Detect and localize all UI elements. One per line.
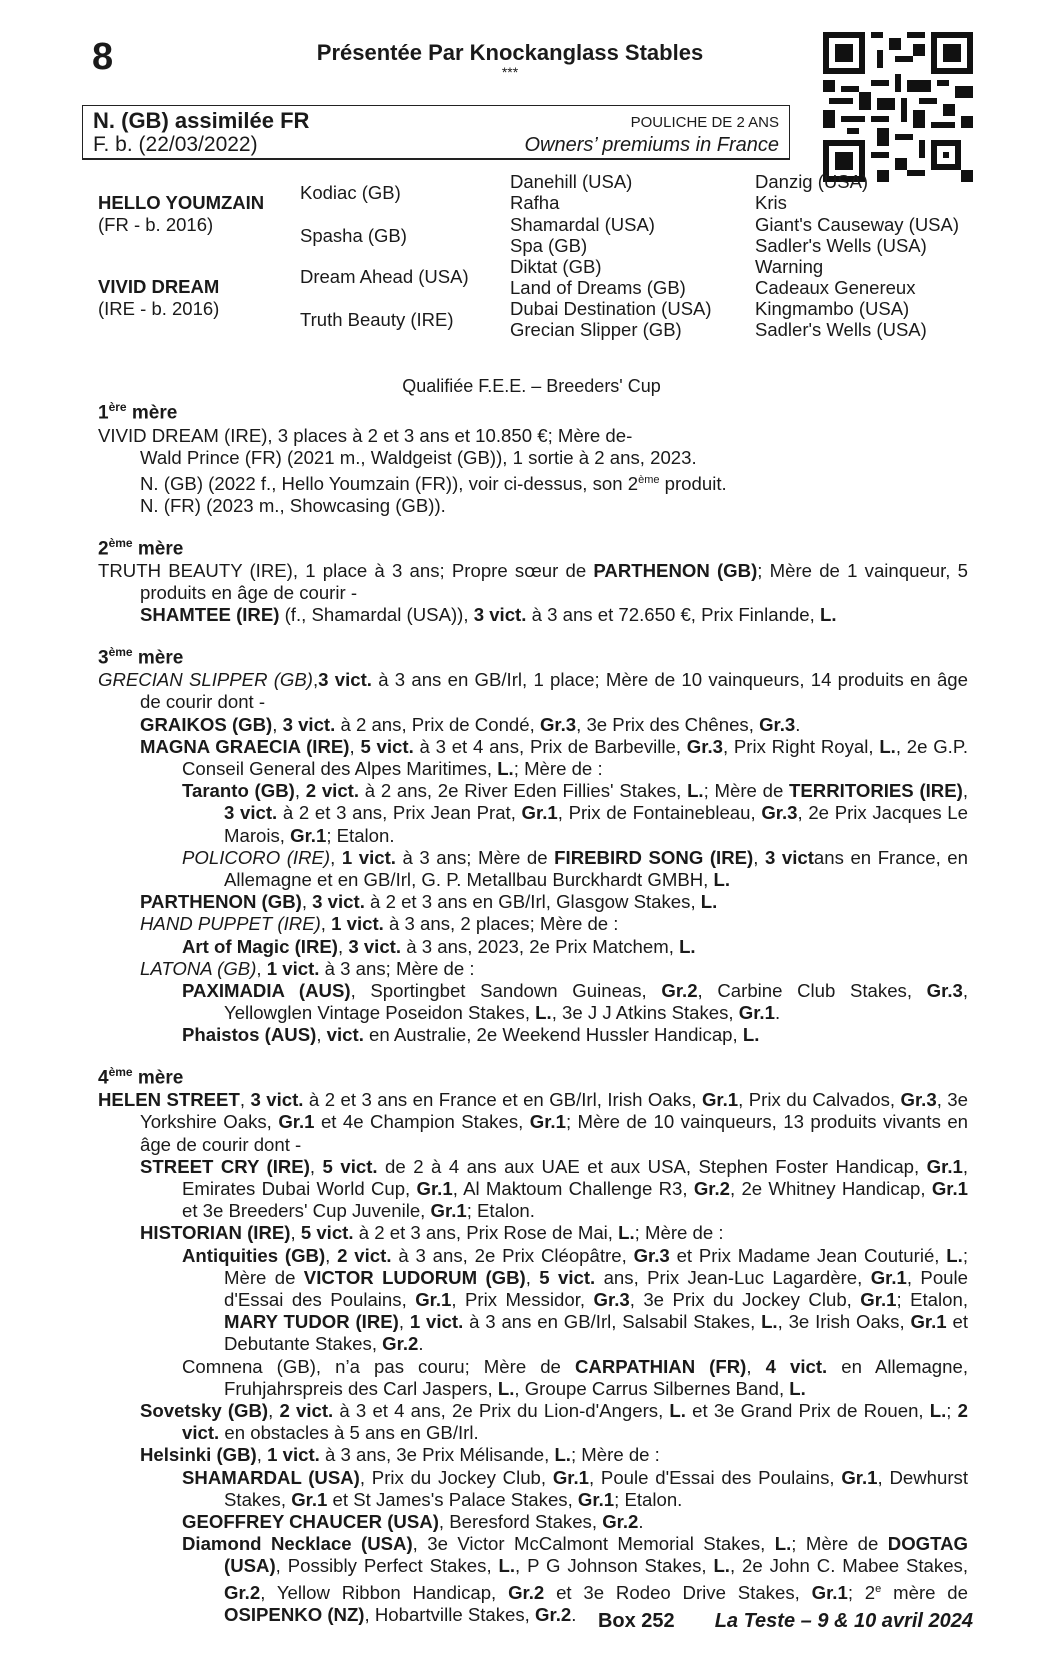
pedigree-gen4: Giant's Causeway (USA) bbox=[755, 214, 960, 235]
pedigree-gen4: Cadeaux Genereux bbox=[755, 277, 916, 298]
produce-line: GRAIKOS (GB), 3 vict. à 2 ans, Prix de Condé, Gr.3, 3e Prix des Chênes, Gr.3. bbox=[140, 713, 801, 735]
produce-line: STREET CRY (IRE), 5 vict. de 2 à 4 ans aux UAE et aux USA, Stephen Foster Handicap, Gr.1, Emirates Dubai World Cup, Gr.1, Al Maktoum Challenge R3, Gr.2, 2e Whitney Handicap, Gr.1 et 3e Breeders' Cup Juvenile, Gr.1; Etalon. bbox=[140, 1155, 969, 1222]
pedigree-gen3: Dubai Destination (USA) bbox=[510, 298, 712, 319]
produce-line: LATONA (GB), 1 vict. à 3 ans; Mère de : bbox=[140, 957, 475, 979]
presenter-title: Présentée Par Knockanglass Stables bbox=[316, 40, 704, 65]
pedigree-gen3: Land of Dreams (GB) bbox=[510, 277, 686, 298]
produce-line: HELEN STREET, 3 vict. à 2 et 3 ans en France et en GB/Irl, Irish Oaks, Gr.1, Prix du Calvados, Gr.3, 3e Yorkshire Oaks, Gr.1 et 4e Champion Stakes, Gr.1; Mère de 10 vainqueurs, 13 produits vivants en âge de courir dont - bbox=[98, 1089, 969, 1155]
pedigree-gen2: Spasha (GB) bbox=[300, 225, 407, 246]
qualification: Qualifiée F.E.E. – Breeders' Cup bbox=[402, 376, 661, 396]
produce-line: Art of Magic (IRE), 3 vict. à 3 ans, 2023, 2e Prix Matchem, L. bbox=[182, 935, 696, 957]
produce-line: Antiquities (GB), 2 vict. à 3 ans, 2e Prix Cléopâtre, Gr.3 et Prix Madame Jean Couturié, L.; Mère de VICTOR LUDORUM (GB), 5 vict. ans, Prix Jean-Luc Lagardère, Gr.1, Poule d'Essai des Poulains, Gr.1, Prix Messidor, Gr.3, 3e Prix du Jockey Club, Gr.1; Etalon, MARY TUDOR (IRE), 1 vict. à 3 ans en GB/Irl, Salsabil Stakes, L., 3e Irish Oaks, Gr.1 et Debutante Stakes, Gr.2. bbox=[182, 1244, 968, 1355]
produce-line: GRECIAN SLIPPER (GB),3 vict. à 3 ans en GB/Irl, 1 place; Mère de 10 vainqueurs, 14 produits en âge de courir dont - bbox=[98, 669, 968, 713]
horse-birth-info: F. b. (22/03/2022) bbox=[93, 133, 258, 156]
section-heading-3eme-mere: 3ème mère bbox=[98, 644, 184, 668]
produce-record bbox=[98, 396, 968, 1626]
sire-info: (FR - b. 2016) bbox=[98, 214, 214, 235]
dam-name: VIVID DREAM bbox=[98, 276, 220, 297]
produce-line: HISTORIAN (IRE), 5 vict. à 2 et 3 ans, Prix Rose de Mai, L.; Mère de : bbox=[140, 1222, 724, 1244]
pedigree-gen2: Kodiac (GB) bbox=[300, 182, 401, 203]
produce-line: GEOFFREY CHAUCER (USA), Beresford Stakes, Gr.2. bbox=[182, 1511, 644, 1533]
pedigree-gen3: Spa (GB) bbox=[510, 235, 588, 256]
lot-number: 8 bbox=[92, 36, 114, 78]
section-heading-4eme-mere: 4ème mère bbox=[98, 1064, 184, 1088]
produce-line: HAND PUPPET (IRE), 1 vict. à 3 ans, 2 places; Mère de : bbox=[140, 913, 619, 935]
produce-line: POLICORO (IRE), 1 vict. à 3 ans; Mère de FIREBIRD SONG (IRE), 3 victans en France, en Allemagne et en GB/Irl, G. P. Metallbau Burckhardt GMBH, L. bbox=[182, 846, 968, 891]
pedigree-gen3: Grecian Slipper (GB) bbox=[510, 319, 682, 340]
pedigree-gen3: Shamardal (USA) bbox=[510, 214, 655, 235]
pedigree-gen4: Kingmambo (USA) bbox=[755, 298, 910, 319]
produce-line: SHAMARDAL (USA), Prix du Jockey Club, Gr.1, Poule d'Essai des Poulains, Gr.1, Dewhurst Stakes, Gr.1 et St James's Palace Stakes, Gr.1; Etalon. bbox=[182, 1466, 968, 1510]
qr-code-icon[interactable] bbox=[823, 32, 973, 182]
pedigree-gen2: Dream Ahead (USA) bbox=[300, 266, 469, 287]
produce-line: Comnena (GB), n’a pas couru; Mère de CARPATHIAN (FR), 4 vict. en Allemagne, Fruhjahrspreis des Carl Jaspers, L., Groupe Carrus Silbernes Band, L. bbox=[182, 1355, 968, 1399]
separator-stars: *** bbox=[501, 64, 519, 80]
produce-line: Diamond Necklace (USA), 3e Victor McCalmont Memorial Stakes, L.; Mère de DOGTAG (USA), Possibly Perfect Stakes, L., P G Johnson Stakes, L., 2e John C. Mabee Stakes, Gr.2, Yellow Ribbon Handicap, Gr.2 et 3e Rodeo Drive Stakes, Gr.1; 2e mère de OSIPENKO (NZ), Hobartville Stakes, Gr.2. bbox=[182, 1533, 968, 1626]
pedigree-gen3: Danehill (USA) bbox=[510, 171, 633, 192]
dam-info: (IRE - b. 2016) bbox=[98, 298, 220, 319]
pedigree-gen4: Danzig (USA) bbox=[755, 171, 869, 192]
box-number: Box 252 bbox=[597, 1610, 675, 1632]
produce-line: PAXIMADIA (AUS), Sportingbet Sandown Guineas, Gr.2, Carbine Club Stakes, Gr.3, Yellowglen Vintage Poseidon Stakes, L., 3e J J Atkins Stakes, Gr.1. bbox=[182, 980, 969, 1024]
produce-line: Phaistos (AUS), vict. en Australie, 2e Weekend Hussler Handicap, L. bbox=[182, 1024, 760, 1046]
pedigree-gen3: Rafha bbox=[510, 192, 560, 213]
horse-type: POULICHE DE 2 ANS bbox=[630, 114, 779, 131]
granddam-record: TRUTH BEAUTY (IRE), 1 place à 3 ans; Propre sœur de PARTHENON (GB); Mère de 1 vainqueur, 5 produits en âge de courir - bbox=[98, 560, 969, 604]
sire-name: HELLO YOUMZAIN bbox=[98, 192, 265, 213]
section-heading-2eme-mere: 2ème mère bbox=[98, 535, 184, 559]
pedigree-gen4: Sadler's Wells (USA) bbox=[755, 235, 927, 256]
produce-line: PARTHENON (GB), 3 vict. à 2 et 3 ans en GB/Irl, Glasgow Stakes, L. bbox=[140, 891, 718, 913]
pedigree-gen4: Sadler's Wells (USA) bbox=[755, 319, 927, 340]
section-heading-1ere-mere: 1ère mère bbox=[98, 400, 178, 424]
horse-identity-box bbox=[82, 105, 790, 160]
owners-premium: Owners’ premiums in France bbox=[524, 134, 779, 156]
pedigree-gen4: Warning bbox=[755, 256, 824, 277]
footer bbox=[598, 1610, 973, 1633]
sale-location-date: La Teste – 9 & 10 avril 2024 bbox=[714, 1610, 973, 1632]
pedigree-gen3: Diktat (GB) bbox=[510, 256, 602, 277]
produce-line: Helsinki (GB), 1 vict. à 3 ans, 3e Prix Mélisande, L.; Mère de : bbox=[140, 1444, 660, 1466]
produce-line: MAGNA GRAECIA (IRE), 5 vict. à 3 et 4 ans, Prix de Barbeville, Gr.3, Prix Right Royal, L., 2e G.P. Conseil General des Alpes Maritimes, L.; Mère de : bbox=[140, 735, 969, 780]
produce-line: Taranto (GB), 2 vict. à 2 ans, 2e River Eden Fillies' Stakes, L.; Mère de TERRITORIES (IRE), 3 vict. à 2 et 3 ans, Prix Jean Prat, Gr.1, Prix de Fontainebleau, Gr.3, 2e Prix Jacques Le Marois, Gr.1; Etalon. bbox=[182, 780, 968, 846]
produce-line: Sovetsky (GB), 2 vict. à 3 et 4 ans, 2e Prix du Lion-d'Angers, L. et 3e Grand Prix de Rouen, L.; 2 vict. en obstacles à 5 ans en GB/Irl. bbox=[140, 1400, 968, 1444]
produce-line: SHAMTEE (IRE) (f., Shamardal (USA)), 3 vict. à 3 ans et 72.650 €, Prix Finlande, L. bbox=[140, 604, 837, 626]
dam-record: VIVID DREAM (IRE), 3 places à 2 et 3 ans et 10.850 €; Mère de- bbox=[98, 424, 633, 446]
horse-name: N. (GB) assimilée FR bbox=[93, 108, 310, 133]
pedigree-gen2: Truth Beauty (IRE) bbox=[300, 309, 454, 330]
produce-line: N. (FR) (2023 m., Showcasing (GB)). bbox=[140, 495, 446, 517]
third-dam-lines bbox=[98, 669, 968, 1046]
produce-line: N. (GB) (2022 f., Hello Youmzain (FR)), voir ci-dessus, son 2ème produit. bbox=[140, 473, 727, 495]
pedigree-gen4: Kris bbox=[755, 192, 787, 213]
produce-line: Wald Prince (FR) (2021 m., Waldgeist (GB)), 1 sortie à 2 ans, 2023. bbox=[140, 446, 697, 468]
fourth-dam-lines bbox=[98, 1089, 968, 1626]
pedigree-table bbox=[98, 171, 1038, 358]
